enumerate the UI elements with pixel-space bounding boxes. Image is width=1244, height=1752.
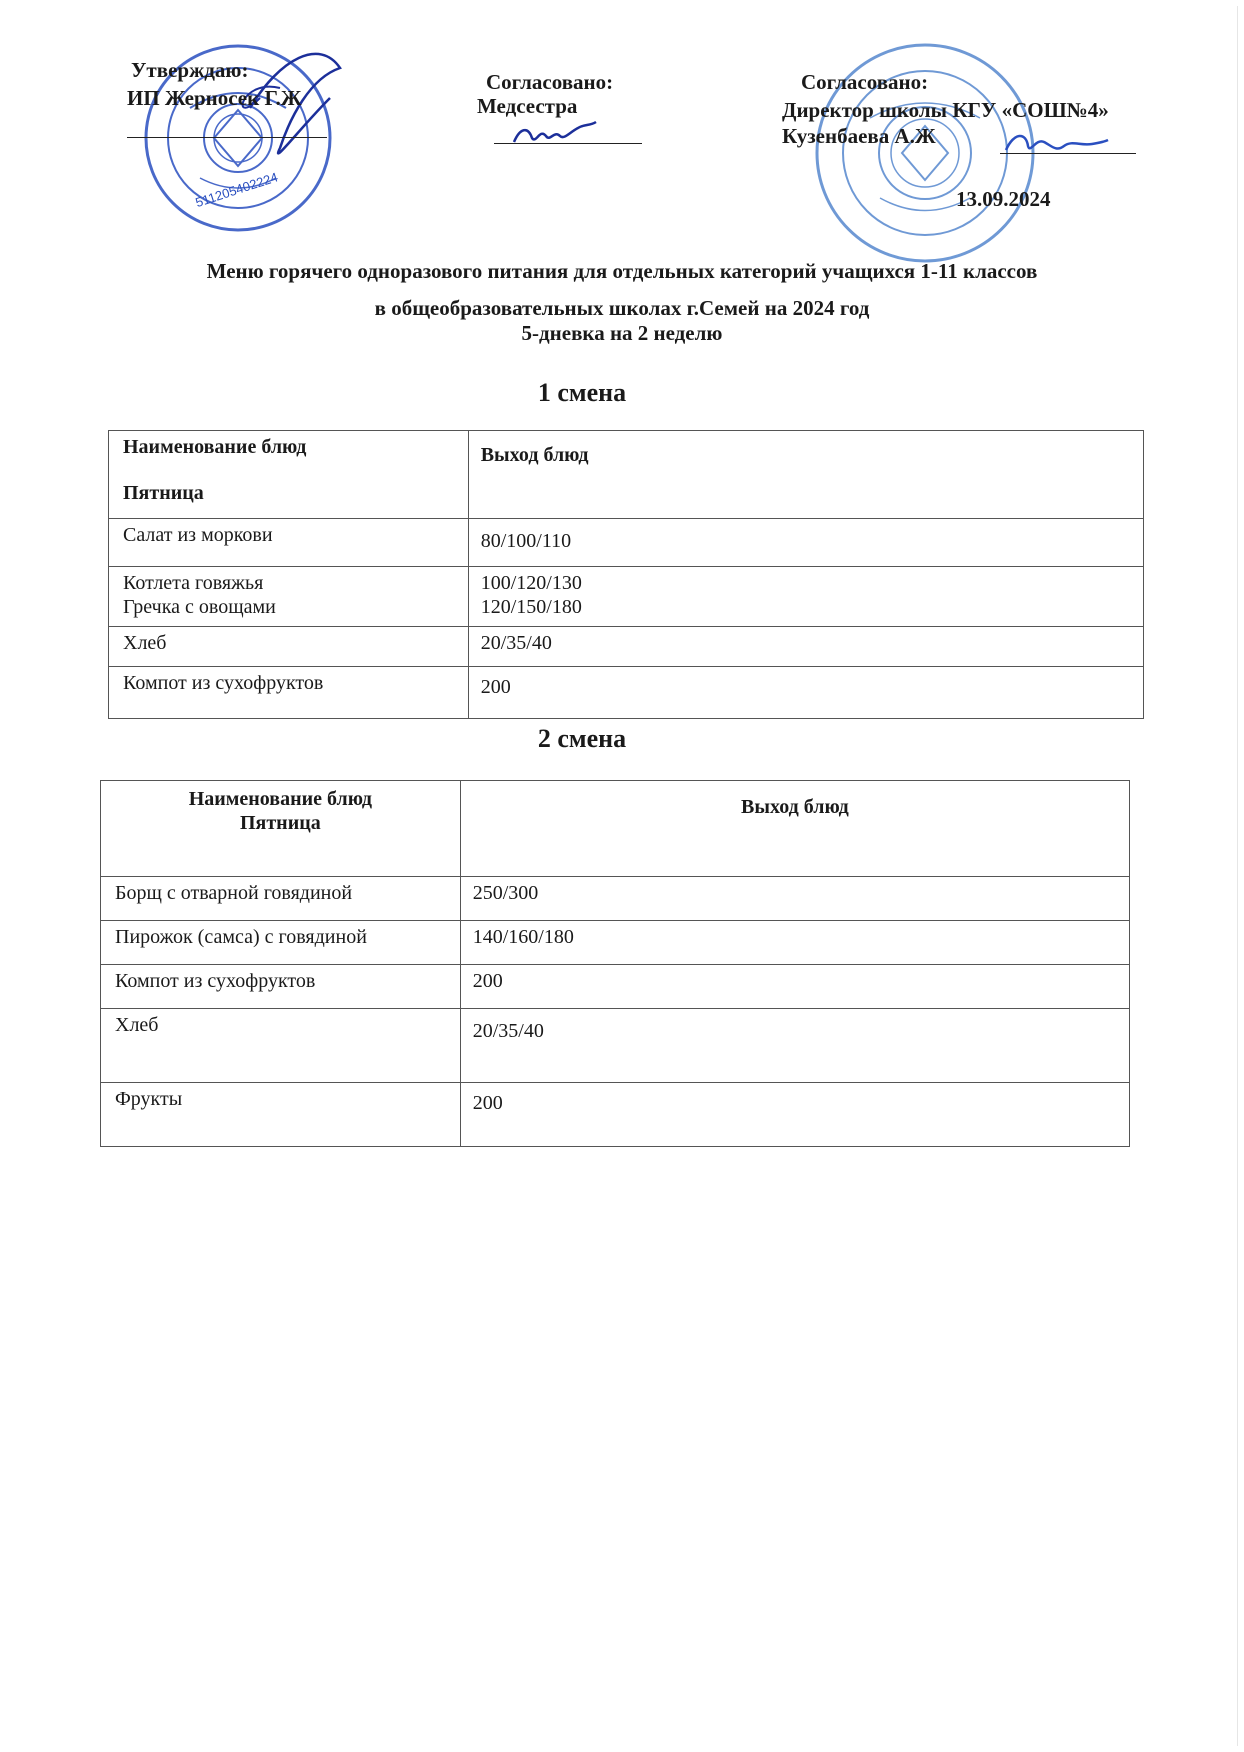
table-row (109, 627, 1144, 667)
shift1-heading: 1 смена (537, 378, 627, 407)
menu-title-line2: в общеобразовательных школах г.Семей на 2024 год (374, 296, 870, 320)
director-signature (1000, 128, 1110, 160)
dish-name-cell: Хлеб (109, 627, 469, 667)
dish-name-cell: Пирожок (самса) с говядиной (101, 921, 461, 965)
table-header-row (101, 781, 1130, 877)
dish-output-cell: 140/160/180 (460, 921, 1129, 965)
dish-output-cell: 80/100/110 (468, 519, 1143, 567)
dish-name-header-label: Наименование блюд (188, 788, 373, 810)
table-header-row (109, 431, 1144, 519)
day-label: Пятница (239, 812, 321, 834)
dish-name-cell: Фрукты (101, 1083, 461, 1147)
dish-output-cell: 200 (460, 1083, 1129, 1147)
svg-text:511205402224: 511205402224 (193, 169, 280, 211)
dish-output-header (468, 431, 1143, 519)
dish-output-cell: 200 (460, 965, 1129, 1009)
dish-output-header-label: Выход блюд (741, 796, 849, 818)
table-row (101, 965, 1130, 1009)
nurse-signature (510, 118, 600, 148)
table-row (101, 877, 1130, 921)
left-signature-line (127, 137, 327, 138)
dish-name-header-label: Наименование блюд (123, 436, 307, 458)
shift2-heading: 2 смена (537, 724, 627, 753)
table-row (109, 567, 1144, 627)
approval-title: Утверждаю: (131, 58, 249, 82)
dish-name-cell (109, 567, 469, 627)
dish-output-cell: 20/35/40 (460, 1009, 1129, 1083)
dish-name-cell: Борщ с отварной говядиной (101, 877, 461, 921)
approval-date: 13.09.2024 (956, 187, 1051, 211)
dish-name-text: Гречка с овощами (123, 596, 276, 618)
dish-name-header (109, 431, 469, 519)
dish-output-header (460, 781, 1129, 877)
director-name: Кузенбаева А.Ж (782, 124, 936, 148)
dish-output-cell: 250/300 (460, 877, 1129, 921)
menu-title-line1: Меню горячего одноразового питания для отдельных категорий учащихся 1-11 классов (206, 259, 1038, 283)
table-row (109, 667, 1144, 719)
dish-output-header-label: Выход блюд (480, 444, 589, 466)
dish-output-text: 100/120/130 (480, 572, 582, 594)
dish-output-cell: 20/35/40 (468, 627, 1143, 667)
table-row (101, 921, 1130, 965)
dish-name-cell: Хлеб (101, 1009, 461, 1083)
table-row (101, 1009, 1130, 1083)
menu-title-line3: 5-дневка на 2 неделю (521, 321, 723, 345)
dish-name-header (101, 781, 461, 877)
dish-name-cell: Салат из моркови (109, 519, 469, 567)
dish-name-cell: Компот из сухофруктов (109, 667, 469, 719)
shift2-menu-table (100, 780, 1130, 1147)
approver-name: ИП Жерносек Г.Ж (127, 86, 302, 110)
dish-output-cell: 200 (468, 667, 1143, 719)
dish-name-cell: Компот из сухофруктов (101, 965, 461, 1009)
table-row (109, 519, 1144, 567)
dish-output-text: 120/150/180 (480, 596, 582, 618)
nurse-role: Медсестра (477, 94, 578, 118)
agreement-title-director: Согласовано: (801, 70, 929, 94)
director-role: Директор школы КГУ «СОШ№4» (782, 98, 1109, 122)
agreement-title-nurse: Согласовано: (486, 70, 614, 94)
table-row (101, 1083, 1130, 1147)
dish-name-text: Котлета говяжья (123, 572, 264, 594)
shift1-menu-table (108, 430, 1144, 719)
day-label: Пятница (123, 482, 204, 504)
dish-output-cell (468, 567, 1143, 627)
